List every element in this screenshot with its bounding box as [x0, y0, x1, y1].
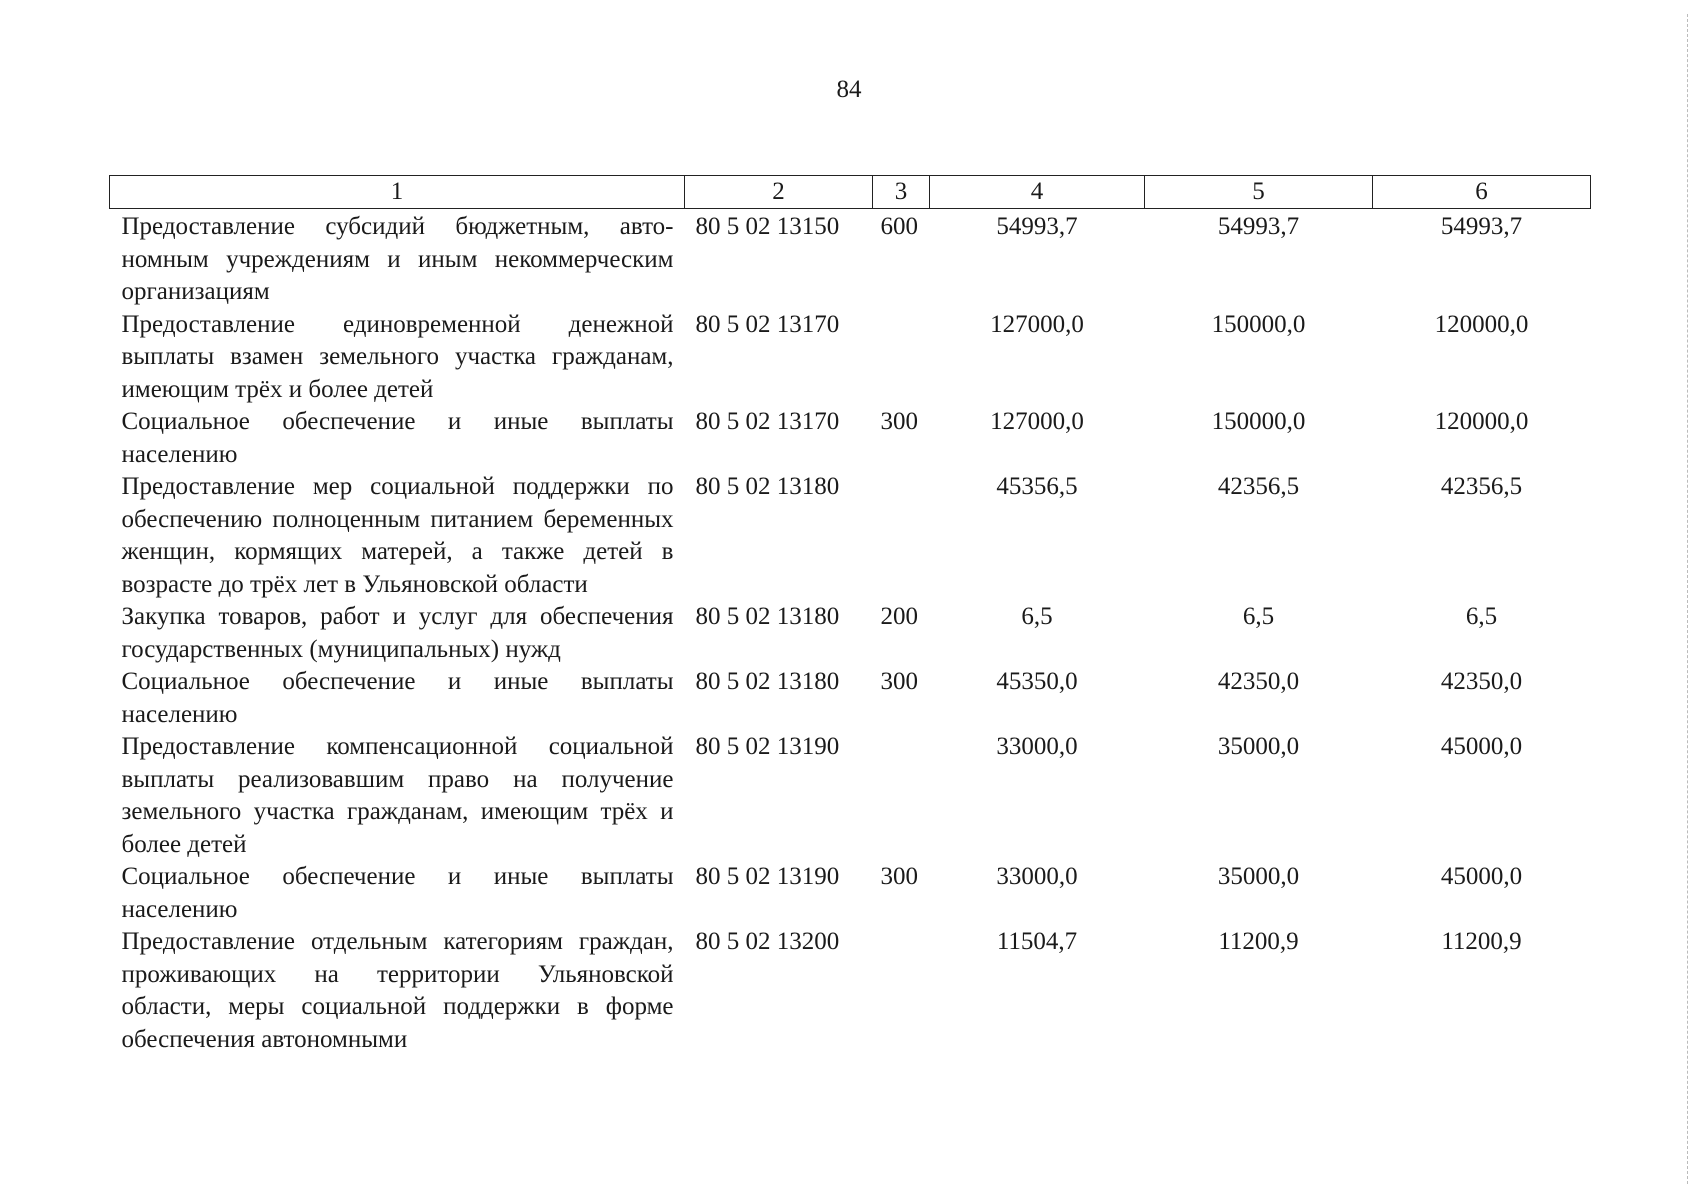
row-value-3: 45000,0	[1440, 863, 1523, 890]
row-value-1: 45356,5	[996, 473, 1078, 500]
row-expense-type: 300	[880, 668, 918, 695]
table-row	[110, 209, 1591, 309]
row-value-2: 42350,0	[1217, 668, 1300, 695]
table-row	[110, 666, 1591, 731]
row-name: Закупка товаров, работ и услуг для обеспечения государственных (муниципальных) нужд	[121, 603, 674, 663]
table-row	[110, 406, 1591, 471]
row-value-1: 45350,0	[996, 668, 1078, 695]
row-expense-type	[873, 926, 930, 1056]
row-name: Социальное обеспечение и иные выплаты населению	[121, 863, 674, 923]
table-row	[110, 471, 1591, 601]
row-name: Предоставление компенсационной социальной выплаты реализовавшим право на получение земельного участка гражданам, имеющим трёх и более детей	[121, 733, 674, 858]
header-col-4: 4	[930, 176, 1145, 209]
header-row	[110, 176, 1591, 209]
row-value-2: 42356,5	[1217, 473, 1300, 500]
row-name: Предоставление отдельным категориям граждан, проживающих на территории Ульяновской области, меры социальной поддержки в форме обеспечения автономными	[121, 928, 674, 1053]
row-value-1: 11504,7	[996, 928, 1078, 955]
row-value-1: 6,5	[1021, 603, 1053, 630]
row-value-2: 11200,9	[1218, 928, 1299, 955]
row-name: Предоставление субсидий бюджетным, автономным учреждениям и иным некоммерческим организациям	[121, 213, 674, 305]
table-row	[110, 731, 1591, 861]
row-value-1: 127000,0	[990, 408, 1084, 435]
row-expense-type: 200	[880, 603, 918, 630]
row-expense-type	[873, 731, 930, 861]
row-value-3: 42350,0	[1440, 668, 1523, 695]
header-col-2: 2	[685, 176, 873, 209]
row-value-1: 54993,7	[996, 213, 1078, 240]
row-expense-type: 600	[880, 213, 918, 240]
row-name: Предоставление мер социальной поддержки по обеспечению полноценным питанием беременных женщин, кормящих матерей, а также детей в возрасте до трёх лет в Ульяновской области	[121, 473, 674, 598]
row-code: 80 5 02 13180	[695, 473, 840, 500]
row-value-2: 150000,0	[1211, 310, 1306, 338]
row-name: Предоставление единовременной денежной выплаты взамен земельного участка гражданам, имеющим трёх и более детей	[121, 310, 674, 403]
row-code: 80 5 02 13170	[695, 408, 840, 435]
row-name: Социальное обеспечение и иные выплаты населению	[121, 668, 674, 728]
row-code: 80 5 02 13190	[695, 733, 840, 760]
row-value-2: 54993,7	[1217, 213, 1300, 240]
row-value-3: 6,5	[1465, 603, 1498, 630]
row-expense-type	[873, 471, 930, 601]
row-value-2: 35000,0	[1217, 733, 1300, 760]
page-number: 84	[836, 76, 862, 103]
row-value-2: 35000,0	[1217, 863, 1300, 890]
row-value-3: 11200,9	[1441, 928, 1522, 955]
row-value-1: 33000,0	[996, 863, 1078, 890]
table-body	[110, 209, 1591, 1057]
budget-table	[109, 175, 1591, 1056]
scan-edge-line	[1687, 14, 1698, 1184]
row-expense-type: 300	[880, 408, 918, 435]
row-value-3: 120000,0	[1434, 408, 1529, 435]
row-value-1: 127000,0	[990, 310, 1084, 338]
row-value-3: 54993,7	[1440, 213, 1523, 240]
header-col-5: 5	[1145, 176, 1373, 209]
row-value-2: 150000,0	[1211, 408, 1306, 435]
table-header	[110, 176, 1591, 209]
row-code: 80 5 02 13190	[695, 863, 840, 890]
row-value-1: 33000,0	[996, 733, 1078, 760]
header-col-6: 6	[1373, 176, 1591, 209]
header-col-3: 3	[873, 176, 930, 209]
row-code: 80 5 02 13180	[695, 603, 840, 630]
row-code: 80 5 02 13200	[695, 928, 840, 955]
row-code: 80 5 02 13150	[695, 213, 840, 240]
row-value-3: 45000,0	[1440, 733, 1523, 760]
row-expense-type	[873, 309, 930, 407]
table-row	[110, 861, 1591, 926]
row-expense-type: 300	[880, 863, 918, 890]
row-code: 80 5 02 13180	[695, 668, 840, 695]
table-row	[110, 926, 1591, 1056]
row-value-3: 42356,5	[1440, 473, 1523, 500]
row-name: Социальное обеспечение и иные выплаты населению	[121, 408, 674, 468]
table-row	[110, 601, 1591, 666]
row-code: 80 5 02 13170	[695, 310, 840, 338]
row-value-3: 120000,0	[1434, 310, 1529, 338]
table-row	[110, 309, 1591, 407]
header-col-1: 1	[110, 176, 685, 209]
row-value-2: 6,5	[1242, 603, 1275, 630]
